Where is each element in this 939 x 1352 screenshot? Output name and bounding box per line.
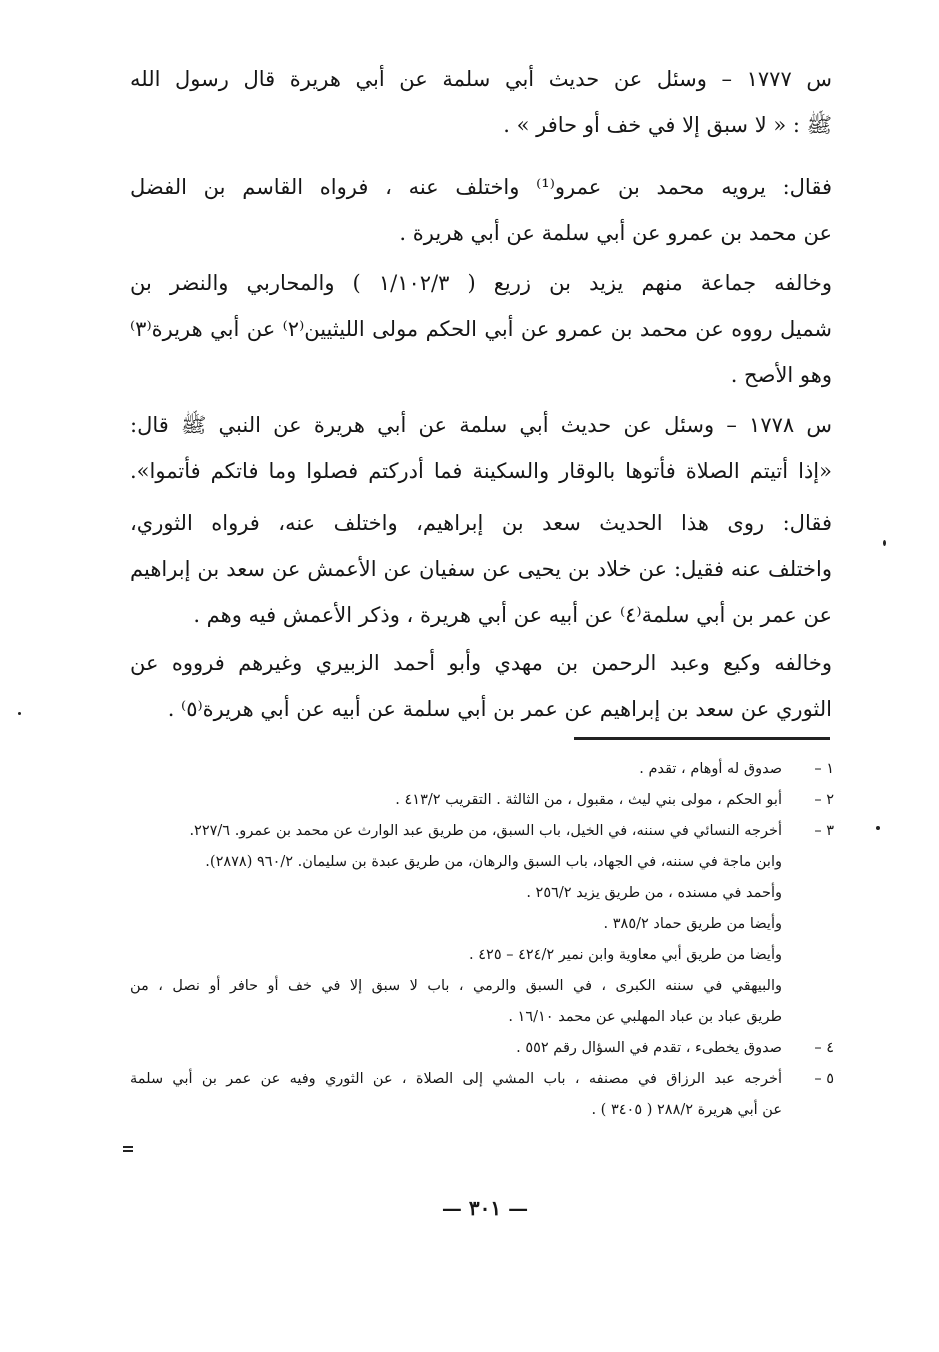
footnote-text: عن أبي هريرة ٢٨٨/٢ ( ٣٤٠٥ ) . — [591, 1102, 782, 1118]
scan-speck — [18, 712, 21, 715]
footnote-text: والبيهقي في سننه الكبرى ، في السبق والرمي ، باب لا سبق إلا في خف أو حافر أو نصل ، من — [130, 978, 782, 994]
continuation-1777-line-1: وخالفه جماعة منهم يزيد بن زريع ( ١/١٠٢/٣ ) والمحاربي والنضر بن — [130, 271, 832, 295]
footnote-number: ٤ – — [814, 1040, 834, 1056]
footnote-3-continued — [130, 847, 834, 878]
footnote-text: وابن ماجة في سننه، في الجهاد، باب السبق والرهان، من طريق عبدة بن سليمان. ٩٦٠/٢ (٢٨٧٨). — [205, 854, 782, 870]
continuation-1777-line-2: شميل رووه عن محمد بن عمرو عن أبي الحكم مولى الليثيين⁽٢⁾ عن أبي هريرة⁽٣⁾ — [130, 317, 833, 341]
question-1777 — [130, 56, 832, 148]
footnote-5-continued — [130, 1095, 834, 1126]
answer-1777-line-2: عن محمد بن عمرو عن أبي سلمة عن أبي هريرة . — [399, 221, 832, 245]
footnote-3-continued — [130, 971, 834, 1002]
scan-speck — [876, 826, 880, 830]
footnote-3-continued — [130, 909, 834, 940]
answer-1778-line-3: عن عمر بن أبي سلمة⁽٤⁾ عن أبيه عن أبي هريرة ، وذكر الأعمش فيه وهم . — [193, 603, 832, 627]
answer-1777 — [130, 164, 832, 256]
footnote-4 — [130, 1033, 834, 1064]
answer-1778-line-2: واختلف عنه فقيل: عن خلاد بن يحيى عن سفيان عن الأعمش عن سعد بن إبراهيم — [130, 557, 832, 581]
footnote-5 — [130, 1064, 834, 1095]
footnote-3-continued — [130, 878, 834, 909]
footnotes — [130, 754, 834, 1126]
question-1777-line-1: س ١٧٧٧ – وسئل عن حديث أبي سلمة عن أبي هريرة قال رسول الله — [130, 67, 832, 91]
scan-speck — [883, 540, 886, 546]
answer-1778-line-1: فقال: روى هذا الحديث سعد بن إبراهيم، واختلف عنه، فرواه الثوري، — [130, 511, 832, 535]
footnote-number: ٥ – — [814, 1071, 834, 1087]
question-1778-line-1: س ١٧٧٨ – وسئل عن حديث أبي سلمة عن أبي هريرة عن النبي ﷺ قال: — [130, 413, 833, 437]
footnote-2 — [130, 785, 834, 816]
footnote-text: وأيضا من طريق أبي معاوية وابن نمير ٤٢٤/٢ – ٤٢٥ . — [469, 947, 782, 963]
footnote-3-continued — [130, 940, 834, 971]
footnote-1 — [130, 754, 834, 785]
footnote-text: طريق عباد بن عباد المهلبي عن محمد ١٦/١٠ . — [508, 1009, 782, 1025]
footnote-number: ١ – — [814, 761, 834, 777]
footnote-3 — [130, 816, 834, 847]
continuation-1778 — [130, 640, 832, 732]
footnote-text: أخرجه عبد الرزاق في مصنفه ، باب المشي إلى الصلاة ، عن الثوري وفيه عن عمر بن أبي سلمة — [130, 1071, 782, 1087]
answer-1778 — [130, 500, 832, 638]
scan-speck — [123, 1146, 133, 1148]
scan-speck — [123, 1150, 133, 1152]
footnote-3-continued — [130, 1002, 834, 1033]
continuation-1777-line-3: وهو الأصح . — [730, 363, 832, 387]
continuation-1777 — [130, 260, 832, 398]
footnote-text: أخرجه النسائي في سننه، في الخيل، باب السبق، من طريق عبد الوارث عن محمد بن عمرو. ٢٢٧/٦. — [189, 823, 782, 839]
footnote-number: ٣ – — [814, 823, 834, 839]
footnote-text: صدوق له أوهام ، تقدم . — [639, 761, 782, 777]
footnote-number: ٢ – — [814, 792, 834, 808]
footnote-separator — [574, 737, 830, 740]
answer-1777-line-1: فقال: يرويه محمد بن عمرو⁽¹⁾ واختلف عنه ، فرواه القاسم بن الفضل — [130, 175, 832, 199]
page-number: — ٣٠١ — — [441, 1196, 529, 1220]
continuation-1778-line-2: الثوري عن سعد بن إبراهيم عن عمر بن أبي سلمة عن أبيه عن أبي هريرة⁽٥⁾ . — [167, 697, 832, 721]
footnote-text: وأحمد في مسنده ، من طريق يزيد ٢٥٦/٢ . — [526, 885, 782, 901]
continuation-1778-line-1: وخالفه وكيع وعبد الرحمن بن مهدي وأبو أحمد الزبيري وغيرهم فرووه عن — [130, 651, 832, 675]
question-1777-line-2: ﷺ : « لا سبق إلا في خف أو حافر » . — [503, 113, 832, 137]
footnote-text: أبو الحكم ، مولى بني ليث ، مقبول ، من الثالثة . التقريب ٤١٣/٢ . — [395, 792, 782, 808]
question-1778-line-2: «إذا أتيتم الصلاة فأتوها بالوقار والسكينة فما أدركتم فصلوا وما فاتكم فأتموا». — [130, 459, 832, 483]
footnote-text: صدوق يخطىء ، تقدم في السؤال رقم ٥٥٢ . — [516, 1040, 782, 1056]
footnote-text: وأيضا من طريق حماد ٣٨٥/٢ . — [603, 916, 782, 932]
question-1778 — [130, 402, 832, 494]
